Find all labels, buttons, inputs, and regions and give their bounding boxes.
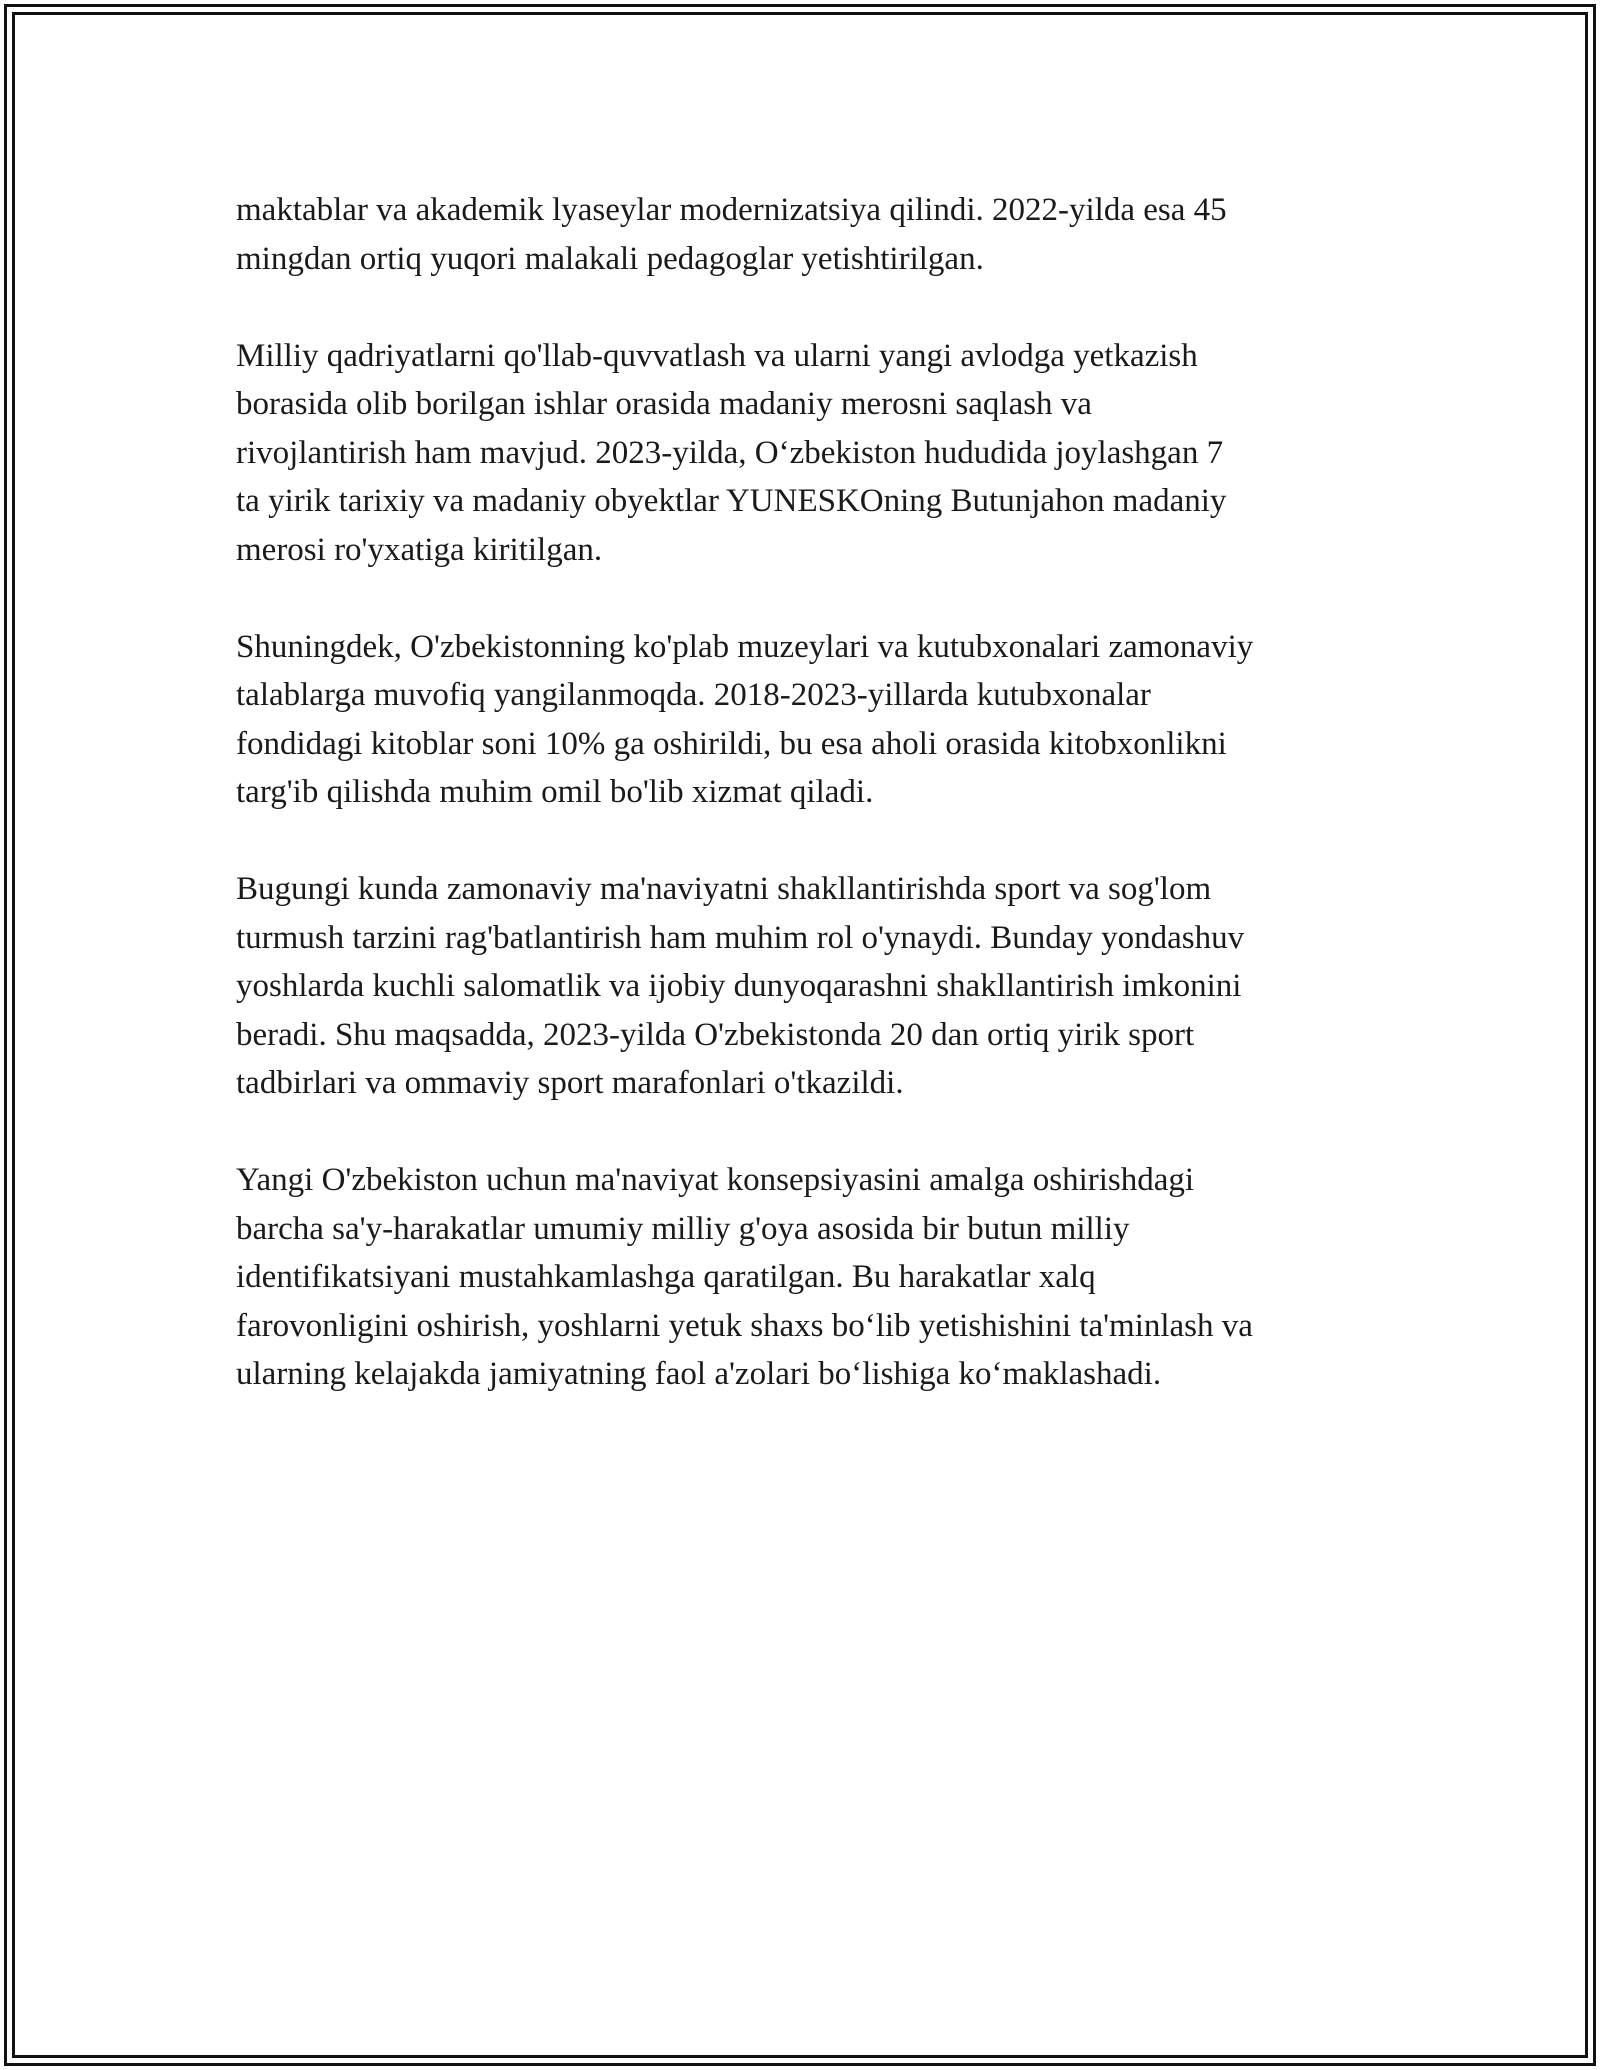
text-line: farovonligini oshirish, yoshlarni yetuk shaxs bo‘lib yetishishini ta'minlash va [236, 1307, 1253, 1344]
paragraph [236, 1156, 1376, 1399]
text-line: Yangi O'zbekiston uchun ma'naviyat konsepsiyasini amalga oshirishdagi [236, 1162, 1195, 1198]
paragraph [236, 332, 1376, 575]
text-line: Milliy qadriyatlarni qo'llab-quvvatlash va ularni yangi avlodga yetkazish [236, 337, 1198, 374]
text-line: Shuningdek, O'zbekistonning ko'plab muzeylari va kutubxonalari zamonaviy [236, 628, 1254, 665]
text-line: maktablar va akademik lyaseylar modernizatsiya qilindi. 2022-yilda esa 45 [236, 192, 1227, 228]
text-line: merosi ro'yxatiga kiritilgan. [236, 531, 603, 568]
text-line: yoshlarda kuchli salomatlik va ijobiy dunyoqarashni shakllantirish imkonini [236, 968, 1242, 1004]
paragraph [236, 865, 1376, 1108]
text-line: targ'ib qilishda muhim omil bo'lib xizmat qiladi. [236, 774, 874, 810]
paragraph [236, 623, 1376, 817]
text-line: beradi. Shu maqsadda, 2023-yilda O'zbekistonda 20 dan ortiq yirik sport [236, 1016, 1195, 1053]
text-line: mingdan ortiq yuqori malakali pedagoglar yetishtirilgan. [236, 240, 984, 277]
text-line: talablarga muvofiq yangilanmoqda. 2018-2023-yillarda kutubxonalar [236, 677, 1151, 713]
text-line: ta yirik tarixiy va madaniy obyektlar YUNESKOning Butunjahon madaniy [236, 483, 1227, 519]
text-line: barcha sa'y-harakatlar umumiy milliy g'oya asosida bir butun milliy [236, 1210, 1130, 1247]
text-line: tadbirlari va ommaviy sport marafonlari o'tkazildi. [236, 1065, 904, 1101]
text-line: identifikatsiyani mustahkamlashga qaratilgan. Bu harakatlar xalq [236, 1259, 1096, 1295]
text-line: borasida olib borilgan ishlar orasida madaniy merosni saqlash va [236, 386, 1092, 422]
text-line: fondidagi kitoblar soni 10% ga oshirildi, bu esa aholi orasida kitobxonlikni [236, 725, 1227, 762]
text-line: ularning kelajakda jamiyatning faol a'zolari bo‘lishiga ko‘maklashadi. [236, 1356, 1162, 1392]
paragraph [236, 186, 1376, 283]
text-line: turmush tarzini rag'batlantirish ham muhim rol o'ynaydi. Bunday yondashuv [236, 919, 1245, 956]
text-line: rivojlantirish ham mavjud. 2023-yilda, O‘zbekiston hududida joylashgan 7 [236, 434, 1224, 471]
text-line: Bugungi kunda zamonaviy ma'naviyatni shakllantirishda sport va sog'lom [236, 871, 1212, 907]
body-text [236, 186, 1376, 1447]
